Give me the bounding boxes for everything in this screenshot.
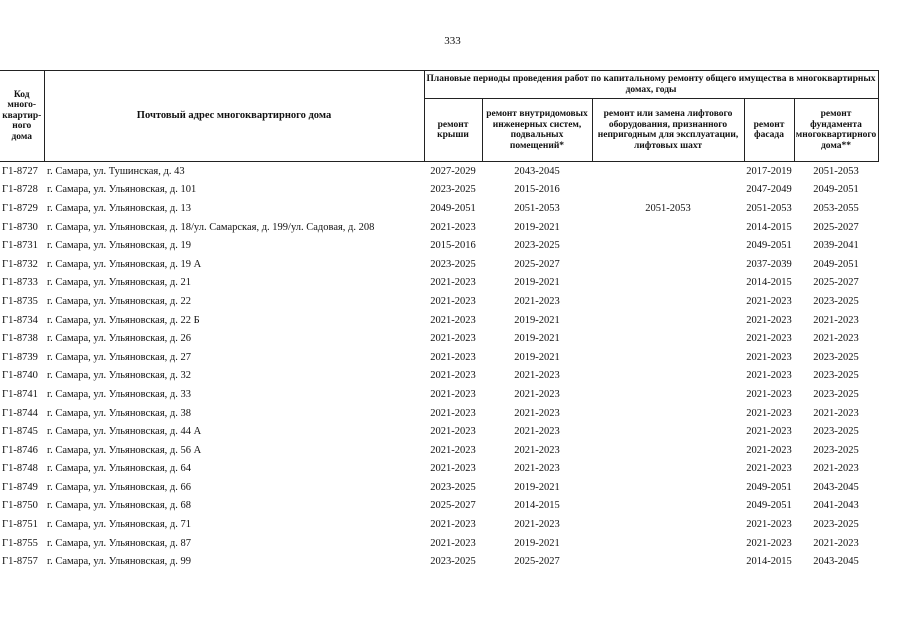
house-code: Г1-8744 [2, 407, 38, 419]
systems-period: 2015-2016 [514, 184, 560, 196]
systems-period: 2021-2023 [514, 463, 560, 475]
house-code: Г1-8745 [2, 426, 38, 438]
systems-period: 2023-2025 [514, 240, 560, 252]
table-row [0, 162, 878, 181]
header-elevator: ремонт или замена лифтового оборудования, признанного непригодным для эксплуатации, лифтовых шахт [592, 99, 744, 162]
systems-period: 2019-2021 [514, 333, 560, 345]
foundation-period: 2051-2053 [813, 165, 859, 177]
systems-period: 2019-2021 [514, 314, 560, 326]
foundation-period: 2021-2023 [813, 333, 859, 345]
facade-period: 2014-2015 [746, 556, 792, 568]
foundation-period: 2023-2025 [813, 444, 859, 456]
roof-period: 2021-2023 [430, 277, 476, 289]
house-address: г. Самара, ул. Ульяновская, д. 66 [47, 481, 192, 493]
systems-period: 2021-2023 [514, 295, 560, 307]
facade-period: 2021-2023 [746, 370, 792, 382]
roof-period: 2023-2025 [430, 481, 476, 493]
house-code: Г1-8727 [2, 165, 38, 177]
facade-period: 2021-2023 [746, 426, 792, 438]
facade-period: 2021-2023 [746, 407, 792, 419]
capital-repair-table [0, 70, 879, 571]
house-address: г. Самара, ул. Ульяновская, д. 26 [47, 333, 192, 345]
house-address: г. Самара, ул. Ульяновская, д. 44 А [47, 426, 202, 438]
table-row [0, 460, 878, 479]
elevator-period [592, 348, 744, 367]
systems-period: 2021-2023 [514, 426, 560, 438]
elevator-period [592, 162, 744, 181]
elevator-period [592, 181, 744, 200]
house-address: г. Самара, ул. Ульяновская, д. 27 [47, 351, 192, 363]
roof-period: 2015-2016 [430, 240, 476, 252]
table-row [0, 515, 878, 534]
facade-period: 2021-2023 [746, 314, 792, 326]
house-address: г. Самара, ул. Ульяновская, д. 13 [47, 202, 192, 214]
header-foundation: ремонт фундамента многоквартирного дома** [794, 99, 878, 162]
house-code: Г1-8730 [2, 221, 38, 233]
house-code: Г1-8729 [2, 202, 38, 214]
roof-period: 2021-2023 [430, 370, 476, 382]
foundation-period: 2021-2023 [813, 407, 859, 419]
roof-period: 2027-2029 [430, 165, 476, 177]
header-facade: ремонт фасада [744, 99, 794, 162]
house-code: Г1-8755 [2, 537, 38, 549]
table-row [0, 534, 878, 553]
house-code: Г1-8738 [2, 333, 38, 345]
house-address: г. Самара, ул. Ульяновская, д. 18/ул. Самарская, д. 199/ул. Садовая, д. 208 [47, 221, 375, 233]
house-address: г. Самара, ул. Ульяновская, д. 19 [47, 240, 192, 252]
foundation-period: 2021-2023 [813, 314, 859, 326]
elevator-period [592, 404, 744, 423]
elevator-period [592, 329, 744, 348]
house-address: г. Самара, ул. Ульяновская, д. 71 [47, 519, 192, 531]
house-address: г. Самара, ул. Ульяновская, д. 33 [47, 388, 192, 400]
house-address: г. Самара, ул. Ульяновская, д. 32 [47, 370, 192, 382]
roof-period: 2021-2023 [430, 221, 476, 233]
elevator-period: 2051-2053 [645, 202, 691, 214]
house-code: Г1-8731 [2, 240, 38, 252]
house-address: г. Самара, ул. Тушинская, д. 43 [47, 165, 185, 177]
elevator-period [592, 255, 744, 274]
foundation-period: 2023-2025 [813, 370, 859, 382]
house-address: г. Самара, ул. Ульяновская, д. 22 [47, 295, 192, 307]
table-row [0, 311, 878, 330]
header-code: Код много-квартир-ного дома [0, 71, 44, 162]
house-code: Г1-8735 [2, 295, 38, 307]
facade-period: 2049-2051 [746, 500, 792, 512]
page-number: 333 [444, 35, 461, 47]
roof-period: 2023-2025 [430, 556, 476, 568]
roof-period: 2049-2051 [430, 202, 476, 214]
house-address: г. Самара, ул. Ульяновская, д. 38 [47, 407, 192, 419]
facade-period: 2021-2023 [746, 463, 792, 475]
house-code: Г1-8750 [2, 500, 38, 512]
systems-period: 2019-2021 [514, 277, 560, 289]
facade-period: 2021-2023 [746, 388, 792, 400]
table-row [0, 497, 878, 516]
header-systems: ремонт внутридомовых инженерных систем, подвальных помещений* [482, 99, 592, 162]
systems-period: 2043-2045 [514, 165, 560, 177]
foundation-period: 2023-2025 [813, 519, 859, 531]
foundation-period: 2023-2025 [813, 426, 859, 438]
systems-period: 2019-2021 [514, 351, 560, 363]
table-row [0, 181, 878, 200]
house-address: г. Самара, ул. Ульяновская, д. 19 А [47, 258, 202, 270]
foundation-period: 2021-2023 [813, 463, 859, 475]
facade-period: 2051-2053 [746, 202, 792, 214]
systems-period: 2014-2015 [514, 500, 560, 512]
table-row [0, 404, 878, 423]
roof-period: 2021-2023 [430, 388, 476, 400]
foundation-period: 2041-2043 [813, 500, 859, 512]
systems-period: 2021-2023 [514, 388, 560, 400]
facade-period: 2014-2015 [746, 277, 792, 289]
house-code: Г1-8741 [2, 388, 38, 400]
elevator-period [592, 385, 744, 404]
foundation-period: 2021-2023 [813, 537, 859, 549]
table-body [0, 162, 878, 572]
foundation-period: 2049-2051 [813, 258, 859, 270]
table-row [0, 292, 878, 311]
house-code: Г1-8734 [2, 314, 38, 326]
elevator-period [592, 422, 744, 441]
foundation-period: 2039-2041 [813, 240, 859, 252]
header-address: Почтовый адрес многоквартирного дома [44, 71, 424, 162]
table-row [0, 441, 878, 460]
facade-period: 2047-2049 [746, 184, 792, 196]
roof-period: 2021-2023 [430, 537, 476, 549]
house-code: Г1-8732 [2, 258, 38, 270]
elevator-period [592, 460, 744, 479]
facade-period: 2021-2023 [746, 444, 792, 456]
elevator-period [592, 534, 744, 553]
facade-period: 2049-2051 [746, 240, 792, 252]
table-row [0, 218, 878, 237]
roof-period: 2021-2023 [430, 295, 476, 307]
facade-period: 2037-2039 [746, 258, 792, 270]
roof-period: 2021-2023 [430, 333, 476, 345]
house-address: г. Самара, ул. Ульяновская, д. 64 [47, 463, 192, 475]
house-code: Г1-8733 [2, 277, 38, 289]
table-row [0, 385, 878, 404]
elevator-period [592, 478, 744, 497]
roof-period: 2023-2025 [430, 258, 476, 270]
foundation-period: 2025-2027 [813, 221, 859, 233]
house-address: г. Самара, ул. Ульяновская, д. 68 [47, 500, 192, 512]
foundation-period: 2023-2025 [813, 295, 859, 307]
header-periods-title: Плановые периоды проведения работ по капитальному ремонту общего имущества в многоквартирных домах, годы [424, 71, 878, 99]
house-address: г. Самара, ул. Ульяновская, д. 21 [47, 277, 192, 289]
facade-period: 2017-2019 [746, 165, 792, 177]
roof-period: 2021-2023 [430, 463, 476, 475]
foundation-period: 2043-2045 [813, 481, 859, 493]
roof-period: 2025-2027 [430, 500, 476, 512]
house-code: Г1-8739 [2, 351, 38, 363]
header-roof: ремонт крыши [424, 99, 482, 162]
systems-period: 2051-2053 [514, 202, 560, 214]
systems-period: 2019-2021 [514, 481, 560, 493]
systems-period: 2025-2027 [514, 556, 560, 568]
systems-period: 2021-2023 [514, 370, 560, 382]
table-row [0, 348, 878, 367]
table-row [0, 329, 878, 348]
systems-period: 2019-2021 [514, 537, 560, 549]
house-address: г. Самара, ул. Ульяновская, д. 101 [47, 184, 197, 196]
house-code: Г1-8740 [2, 370, 38, 382]
elevator-period [592, 236, 744, 255]
table-row [0, 367, 878, 386]
facade-period: 2021-2023 [746, 333, 792, 345]
table-row [0, 478, 878, 497]
house-code: Г1-8757 [2, 556, 38, 568]
elevator-period [592, 292, 744, 311]
facade-period: 2021-2023 [746, 519, 792, 531]
elevator-period [592, 515, 744, 534]
systems-period: 2019-2021 [514, 221, 560, 233]
elevator-period [592, 552, 744, 571]
roof-period: 2021-2023 [430, 519, 476, 531]
foundation-period: 2053-2055 [813, 202, 859, 214]
systems-period: 2021-2023 [514, 407, 560, 419]
elevator-period [592, 441, 744, 460]
facade-period: 2049-2051 [746, 481, 792, 493]
facade-period: 2021-2023 [746, 295, 792, 307]
facade-period: 2021-2023 [746, 537, 792, 549]
foundation-period: 2025-2027 [813, 277, 859, 289]
house-address: г. Самара, ул. Ульяновская, д. 22 Б [47, 314, 200, 326]
house-address: г. Самара, ул. Ульяновская, д. 87 [47, 537, 192, 549]
foundation-period: 2043-2045 [813, 556, 859, 568]
elevator-period [592, 274, 744, 293]
elevator-period [592, 497, 744, 516]
house-code: Г1-8751 [2, 519, 38, 531]
roof-period: 2021-2023 [430, 351, 476, 363]
foundation-period: 2023-2025 [813, 388, 859, 400]
house-code: Г1-8728 [2, 184, 38, 196]
table-row [0, 255, 878, 274]
facade-period: 2014-2015 [746, 221, 792, 233]
house-code: Г1-8748 [2, 463, 38, 475]
systems-period: 2021-2023 [514, 519, 560, 531]
roof-period: 2021-2023 [430, 314, 476, 326]
systems-period: 2021-2023 [514, 444, 560, 456]
table-row [0, 552, 878, 571]
table-row [0, 274, 878, 293]
elevator-period [592, 218, 744, 237]
roof-period: 2021-2023 [430, 426, 476, 438]
table-row [0, 236, 878, 255]
house-code: Г1-8749 [2, 481, 38, 493]
roof-period: 2023-2025 [430, 184, 476, 196]
foundation-period: 2049-2051 [813, 184, 859, 196]
elevator-period [592, 311, 744, 330]
elevator-period [592, 367, 744, 386]
house-address: г. Самара, ул. Ульяновская, д. 99 [47, 556, 192, 568]
roof-period: 2021-2023 [430, 407, 476, 419]
table-row [0, 199, 878, 218]
table-row [0, 422, 878, 441]
house-address: г. Самара, ул. Ульяновская, д. 56 А [47, 444, 202, 456]
systems-period: 2025-2027 [514, 258, 560, 270]
roof-period: 2021-2023 [430, 444, 476, 456]
foundation-period: 2023-2025 [813, 351, 859, 363]
facade-period: 2021-2023 [746, 351, 792, 363]
house-code: Г1-8746 [2, 444, 38, 456]
